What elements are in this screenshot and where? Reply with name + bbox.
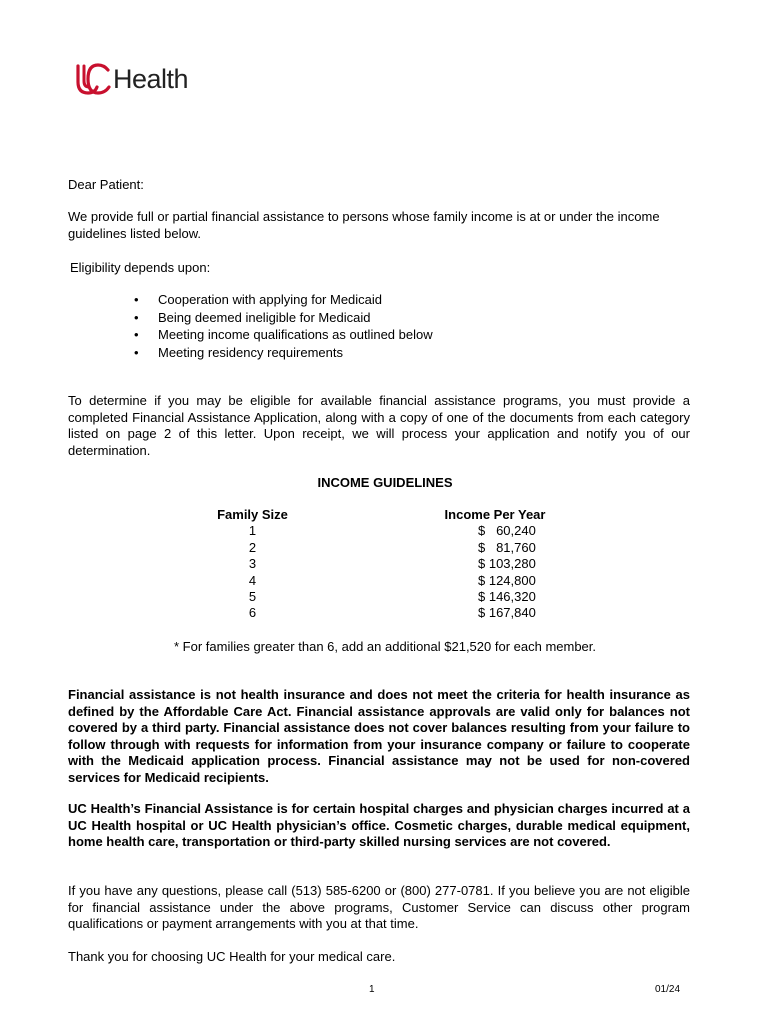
table-cell: $ 103,280 <box>478 556 536 572</box>
income-header: Income Per Year <box>444 507 546 522</box>
table-cell: 2 <box>248 539 257 555</box>
table-cell: $ 124,800 <box>478 572 536 588</box>
disclaimer-paragraph: Financial assistance is not health insurance and does not meet the criteria for health insurance as defined by the Affordable Care Act. Financial assistance approvals are valid only for balances not covered by a third party. Financial assistance does not cover balances resulting from your failure to follow through with requests for information from your insurance company or failure to cooperate with the Medicaid application process. Financial assistance may not be used for non-covered services for Medicaid recipients. <box>68 687 690 785</box>
list-item: • Meeting income qualifications as outlined below <box>132 326 433 344</box>
family-size-column <box>200 507 305 622</box>
income-column <box>430 507 560 622</box>
list-item: • Cooperation with applying for Medicaid <box>132 291 433 309</box>
table-cell: $ 60,240 <box>478 523 536 539</box>
uc-monogram-icon <box>75 62 111 96</box>
closing-line: Thank you for choosing UC Health for your medical care. <box>68 949 396 964</box>
table-cell: $ 81,760 <box>478 539 536 555</box>
table-cell: 3 <box>248 556 257 572</box>
revision-date: 01/24 <box>655 984 681 995</box>
salutation: Dear Patient: <box>68 177 144 192</box>
table-cell: 5 <box>248 589 257 605</box>
uc-health-logo <box>75 62 188 96</box>
table-cell: 1 <box>248 523 257 539</box>
intro-paragraph: We provide full or partial financial assistance to persons whose family income is at or under the income guidelines listed below. <box>68 209 660 241</box>
page-number: 1 <box>369 984 375 995</box>
list-item: • Meeting residency requirements <box>132 344 433 362</box>
eligibility-heading: Eligibility depends upon: <box>70 260 211 275</box>
table-cell: $ 167,840 <box>478 605 536 621</box>
determine-paragraph: To determine if you may be eligible for available financial assistance programs, you must provide a completed Financial Assistance Application, along with a copy of one of the documents from each category listed on page 2 of this letter. Upon receipt, we will process your application and notify you of our determination. <box>68 393 690 458</box>
coverage-paragraph: UC Health’s Financial Assistance is for certain hospital charges and physician charges incurred at a UC Health hospital or UC Health physician’s office. Cosmetic charges, durable medical equipment, home health care, transportation or third-party skilled nursing services are not covered. <box>68 801 690 849</box>
table-cell: 4 <box>248 572 257 588</box>
questions-paragraph: If you have any questions, please call (513) 585-6200 or (800) 277-0781. If you believe you are not eligible for financial assistance under the above programs, Customer Service can discuss other program qualifications or payment arrangements with you at that time. <box>68 883 690 931</box>
income-guidelines-title: INCOME GUIDELINES <box>317 475 453 490</box>
table-cell: $ 146,320 <box>478 589 536 605</box>
list-item: • Being deemed ineligible for Medicaid <box>132 309 433 327</box>
eligibility-list <box>132 291 433 362</box>
income-note: * For families greater than 6, add an additional $21,520 for each member. <box>173 639 597 654</box>
logo-text: Health <box>113 63 189 94</box>
family-size-header: Family Size <box>217 507 288 522</box>
table-cell: 6 <box>248 605 257 621</box>
